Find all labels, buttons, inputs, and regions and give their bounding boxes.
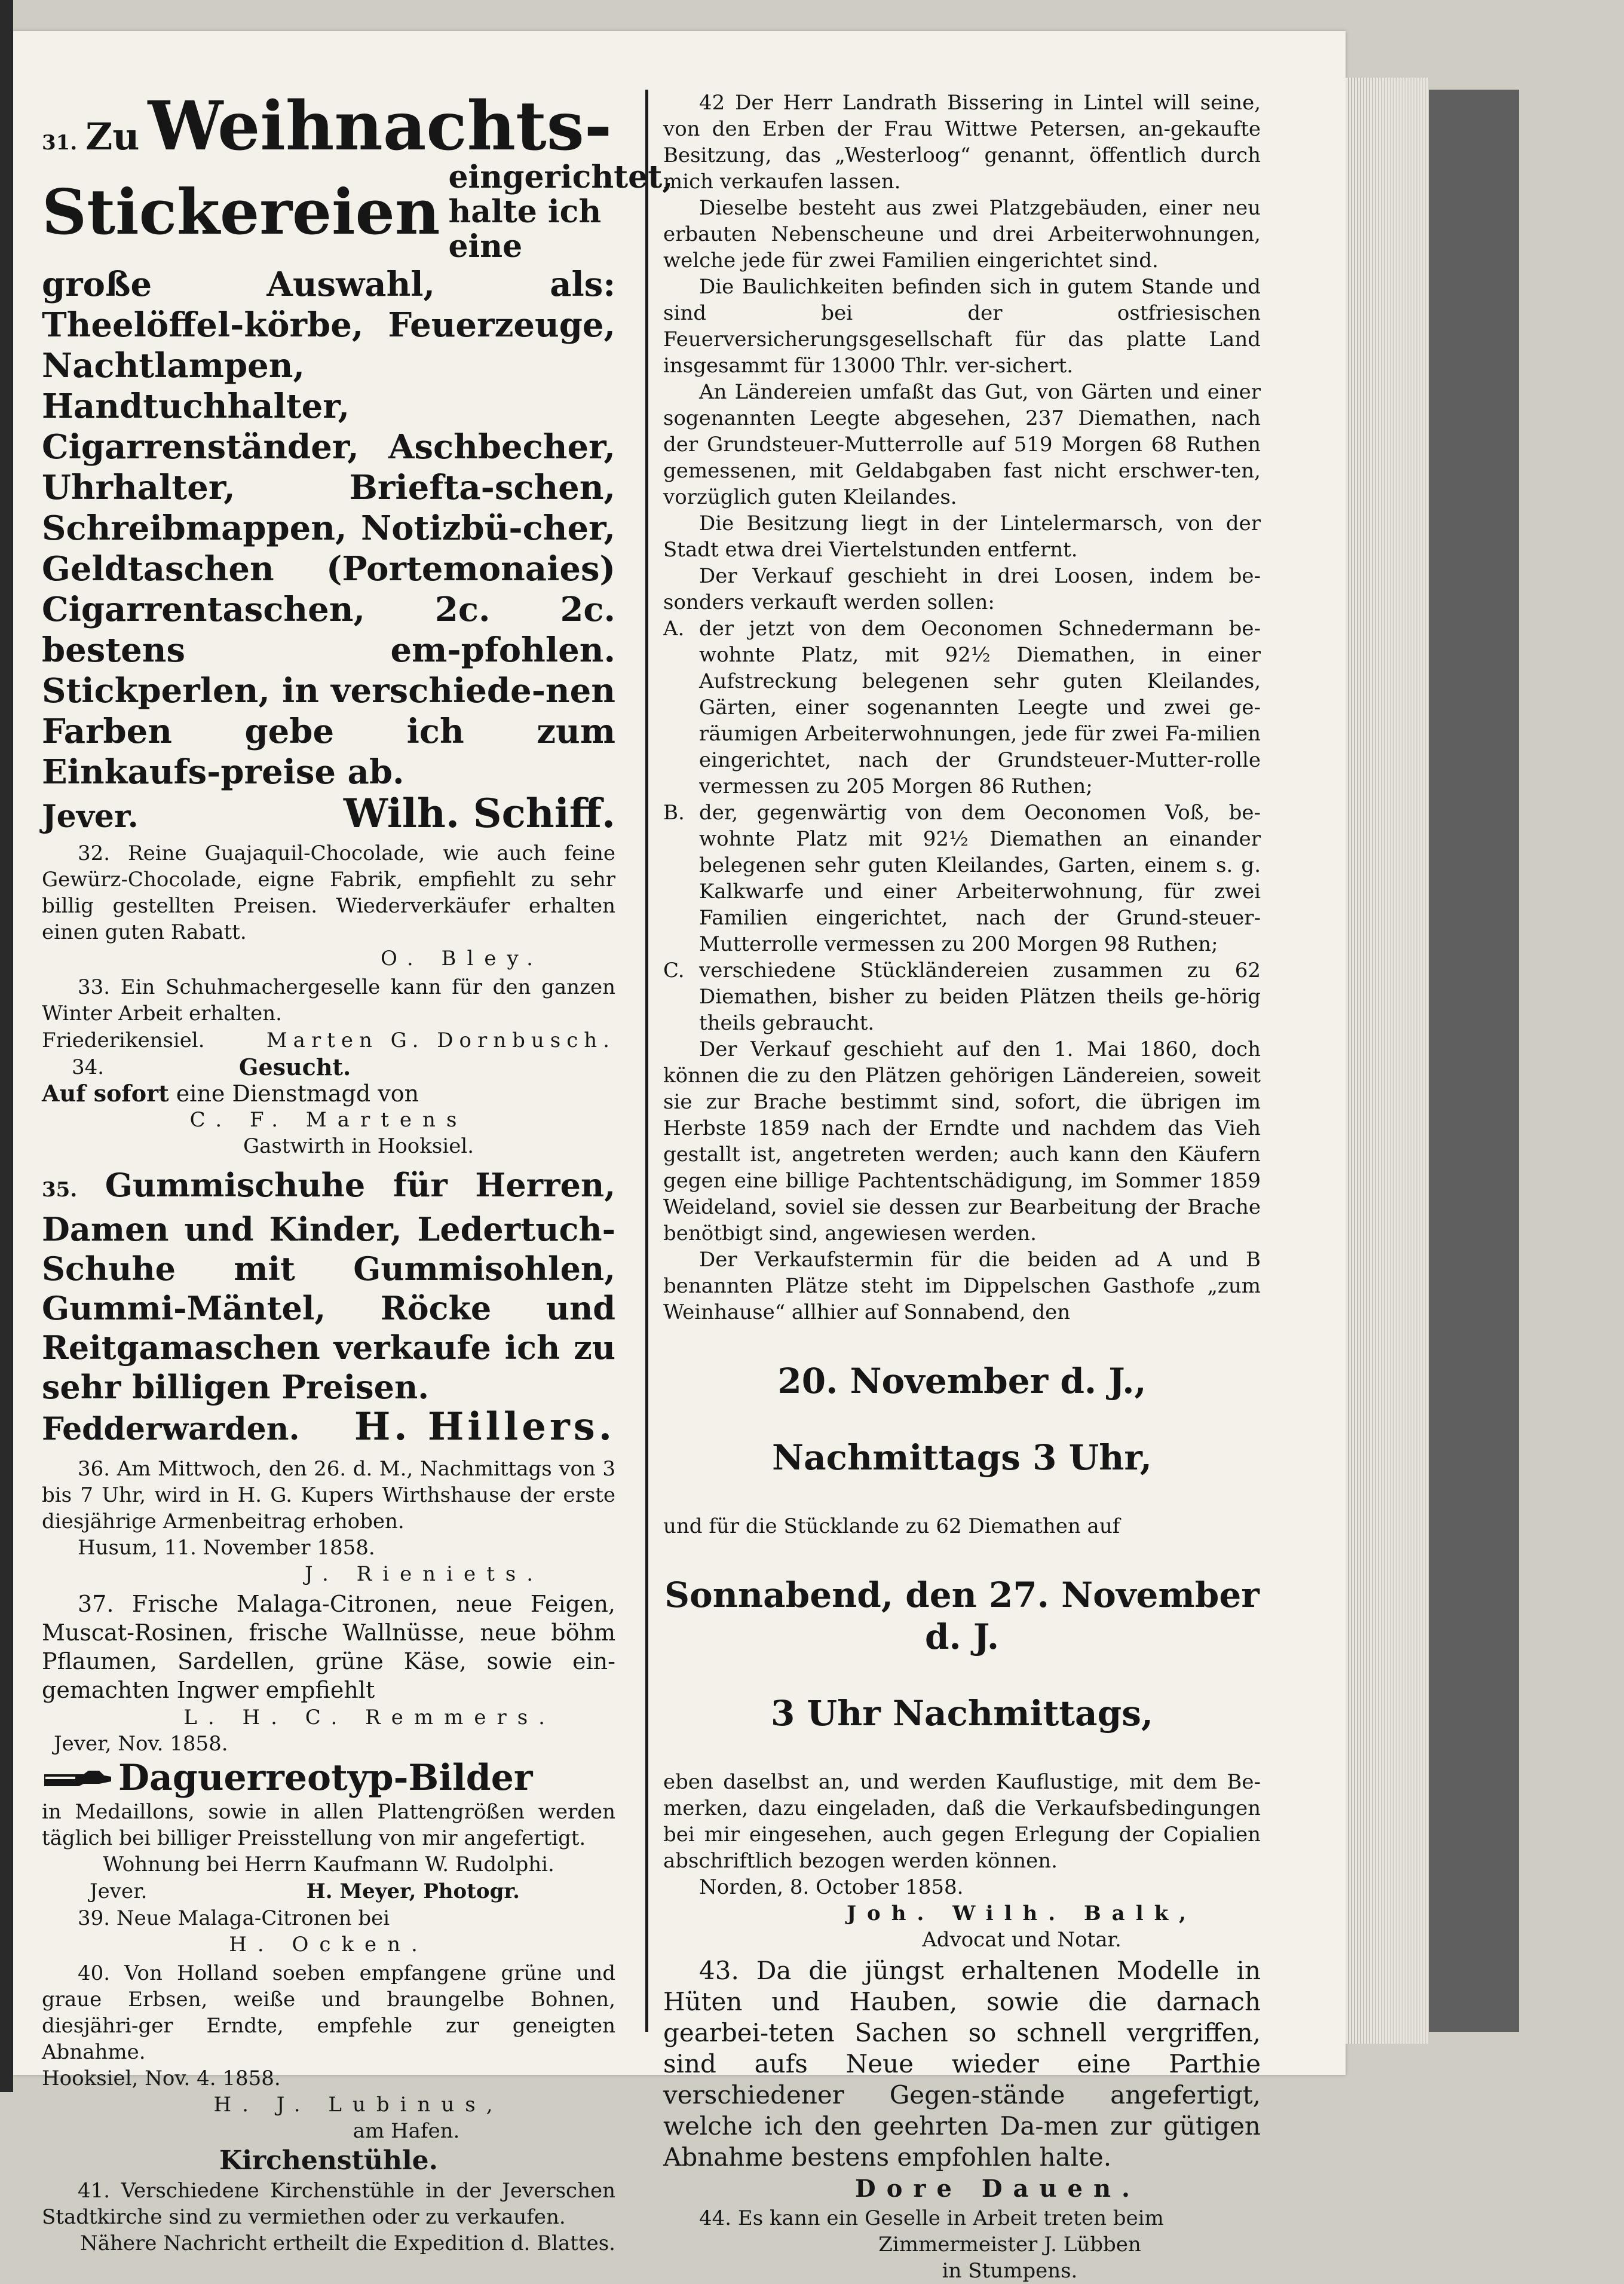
ad-dateline: Husum, 11. November 1858. [78, 1536, 375, 1560]
ad-place: Friederikensiel. [42, 1028, 205, 1052]
ad-34 [42, 1054, 615, 1159]
list-item-mark: C. [663, 959, 685, 982]
ad-title: Kirchenstühle. [219, 2145, 438, 2176]
ad-text: 44. Es kann ein Geselle in Arbeit treten beim [699, 2206, 1164, 2230]
ad-paragraph-10: eben daselbst an, und werden Kauflustige, mit dem Be-merken, dazu eingeladen, daß die Verkaufsbedingungen bei mir eingesehen, auch gegen Erlegung der Copialien abschriftlich bezogen werden können. [663, 1770, 1261, 1873]
ad-address: Wohnung bei Herrn Kaufmann W. Rudolphi. [103, 1853, 554, 1876]
ad-signer: Marten G. Dornbusch. [266, 1028, 615, 1052]
ad-number: 34. [72, 1055, 105, 1079]
ad-place: Jever. [90, 1879, 148, 1903]
ad-text: 43. Da die jüngst erhaltenen Modelle in Hüten und Hauben, sowie die darnach gearbei-teten Sachen so schnell vergriffen, sind aufs Neue wieder eine Parthie verschiedener Gegen-stände angefertigt, welche ich den geehrten Da-men zur gütigen Abnahme bestens empfohlen halte. [663, 1956, 1261, 2172]
ad-paragraph-8: Der Verkaufstermin für die beiden ad A und B benannten Plätze steht im Dippelschen Gasthofe „zum Weinhause“ allhier auf Sonnabend, den [663, 1248, 1261, 1324]
left-column [42, 87, 673, 2257]
ad-31 [42, 87, 673, 838]
ad-signer: H. Hillers. [354, 1404, 615, 1449]
list-item-text: verschiedene Stückländereien zusammen zu 62 Diemathen, bisher zu beiden Plätzen theils ge-hörig theils gebraucht. [699, 959, 1261, 1035]
ad-headline-2-small: eingerichtet, halte ich eine [448, 159, 673, 265]
list-item-mark: B. [663, 801, 685, 825]
ad-signer: L. H. C. Remmers. [183, 1706, 556, 1729]
auction-date-1: 20. November d. J., [777, 1361, 1147, 1401]
ad-place: Fedderwarden. [42, 1411, 300, 1447]
ad-title: Gesucht. [239, 1054, 351, 1080]
ad-35 [42, 1165, 615, 1450]
ad-dateline: Hooksiel, Nov. 4. 1858. [42, 2066, 281, 2090]
ad-38 [42, 1757, 615, 1905]
ad-text: 32. Reine Guajaquil-Chocolade, wie auch feine Gewürz-Chocolade, eigne Fabrik, empfiehlt zu sehr billig gestellten Preisen. Wiederverkäufer erhalten einen guten Rabatt. [42, 841, 615, 944]
ad-headline-2: Stickereien [42, 175, 440, 249]
ad-signer: Dore Dauen. [855, 2175, 1141, 2203]
ad-signer-title: in Stumpens. [942, 2259, 1078, 2283]
list-item [663, 957, 1261, 1036]
ad-signer: H. J. Lubinus, [213, 2093, 504, 2117]
ad-paragraph-1: 42 Der Herr Landrath Bissering in Lintel will seine, von den Erben der Frau Wittwe Petersen, an-gekaufte Besitzung, das „Westerloog“ genannt, öffentlich durch mich verkaufen lassen. [663, 91, 1261, 194]
ad-number: 35. [42, 1178, 78, 1202]
lot-list [663, 616, 1261, 1036]
ad-paragraph-3: Die Baulichkeiten befinden sich in gutem Stande und sind bei der ostfriesischen Feuerversicherungsgesellschaft für das platte Land insgesammt für 13000 Thlr. ver-sichert. [663, 275, 1261, 378]
ad-signer: Joh. Wilh. Balk, [846, 1902, 1197, 1925]
ad-text: eine Dienstmagd von [176, 1080, 419, 1107]
ad-42 [663, 90, 1261, 1953]
ad-place: Jever. [42, 798, 139, 835]
ad-43 [663, 1955, 1261, 2205]
ad-paragraph-2: Dieselbe besteht aus zwei Platzgebäuden, einer neu erbauten Nebenscheune und drei Arbeiterwohnungen, welche jede für zwei Familien eingerichtet sind. [663, 196, 1261, 273]
auction-time-1: Nachmittags 3 Uhr, [772, 1437, 1152, 1478]
page-stack-edges [1346, 78, 1429, 2044]
ad-zu: Zu [85, 115, 140, 158]
ad-text: 37. Frische Malaga-Citronen, neue Feigen, Muscat-Rosinen, frische Wallnüsse, neue böhm Pflaumen, Sardellen, grüne Käse, sowie ein-gemachten Ingwer empfiehlt [42, 1591, 615, 1703]
ad-36 [42, 1456, 615, 1587]
ad-text: in Medaillons, sowie in allen Plattengrößen werden täglich bei billiger Preisstellung von mir angefertigt. [42, 1800, 615, 1850]
ad-dateline: Norden, 8. October 1858. [699, 1875, 964, 1899]
ad-signer: H. Ocken. [229, 1933, 428, 1957]
ad-text-bold: Auf sofort [42, 1080, 169, 1107]
ad-signer-title: Advocat und Notar. [922, 1928, 1122, 1952]
ad-40 [42, 1960, 615, 2144]
ad-text: 36. Am Mittwoch, den 26. d. M., Nachmittags von 3 bis 7 Uhr, wird in H. G. Kupers Wirthshause der erste diesjährige Armenbeitrag erhoben. [42, 1457, 615, 1533]
ad-paragraph-6: Der Verkauf geschieht in drei Loosen, indem be-sonders verkauft werden sollen: [663, 564, 1261, 614]
ad-paragraph-4: An Ländereien umfaßt das Gut, von Gärten und einer sogenannten Leegte abgesehen, 237 Diemathen, nach der Grundsteuer-Mutterrolle auf 519 Morgen 68 Ruthen gemessenen, mit Geldabgaben fast nicht erschwer-ten, vorzüglich guten Kleilandes. [663, 380, 1261, 509]
pointing-hand-icon [42, 1766, 114, 1790]
ad-signer: J. Rieniets. [304, 1562, 544, 1586]
ad-33 [42, 974, 615, 1054]
ad-signer: C. F. Martens [189, 1108, 468, 1132]
list-item [663, 800, 1261, 957]
ad-text: 33. Ein Schuhmachergeselle kann für den ganzen Winter Arbeit erhalten. [42, 975, 615, 1025]
ad-32 [42, 840, 615, 972]
ad-37 [42, 1590, 615, 1757]
left-book-edge [0, 0, 13, 2092]
ad-headline: Weihnachts- [148, 87, 612, 166]
auction-time-2: 3 Uhr Nachmittags, [770, 1693, 1154, 1734]
ad-signer-title: am Hafen. [353, 2119, 460, 2143]
ad-text: 41. Verschiedene Kirchenstühle in der Jeverschen Stadtkirche sind zu vermiethen oder zu verkaufen. [42, 2179, 615, 2229]
ad-paragraph-5: Die Besitzung liegt in der Lintelermarsch, von der Stadt etwa drei Viertelstunden entfernt. [663, 512, 1261, 562]
list-item-text: der, gegenwärtig von dem Oeconomen Voß, be-wohnte Platz mit 92½ Diemathen an einander belegenen sehr guten Kleilandes, Garten, einem s. g. Kalkwarfe und einer Arbeiterwohnung, für zwei Familien eingerichtet, nach der Grund-steuer-Mutterrolle vermessen zu 200 Morgen 98 Ruthen; [699, 801, 1261, 956]
ad-signer-title: Gastwirth in Hooksiel. [243, 1134, 474, 1158]
ad-text: 39. Neue Malaga-Citronen bei [78, 1906, 390, 1930]
ad-41 [42, 2144, 615, 2257]
ad-paragraph-9: und für die Stücklande zu 62 Diemathen auf [663, 1514, 1120, 1538]
ad-number: 31. [42, 131, 78, 155]
auction-date-2: Sonnabend, den 27. November d. J. [664, 1575, 1260, 1657]
right-column [663, 90, 1261, 2284]
ad-note: Nähere Nachricht ertheilt die Expedition d. Blattes. [79, 2231, 615, 2255]
ad-body: große Auswahl, als: Theelöffel-körbe, Feuerzeuge, Nachtlampen, Handtuchhalter, Cigarrenständer, Aschbecher, Uhrhalter, Briefta-schen, Schreibmappen, Notizbü-cher, Geldtaschen (Portemonaies) Cigarrentaschen, 2c. 2c. bestens em-pfohlen. Stickperlen, in verschiede-nen Farben gebe ich zum Einkaufs-preise ab. [42, 265, 615, 792]
ad-signer: Zimmermeister J. Lübben [878, 2233, 1141, 2257]
list-item-mark: A. [663, 617, 685, 641]
list-item-text: der jetzt von dem Oeconomen Schnedermann be-wohnte Platz, mit 92½ Diemathen, in einer Aufstreckung belegenen sehr guten Kleilandes, Gärten, einer sogenannten Leegte und zwei ge-räumigen Arbeiterwohnungen, jede für zwei Fa-milien eingerichtet, nach der Grundsteuer-Mutter-rolle vermessen zu 205 Morgen 86 Ruthen; [699, 617, 1261, 798]
book-cover-edge [1429, 90, 1519, 2032]
ad-signer: Wilh. Schiff. [343, 790, 615, 837]
ad-signer: H. Meyer, Photogr. [306, 1879, 520, 1903]
ad-title: Daguerreotyp-Bilder [118, 1757, 533, 1799]
column-divider [645, 90, 648, 2032]
ad-44 [663, 2205, 1261, 2284]
ad-dateline: Jever, Nov. 1858. [54, 1732, 228, 1756]
ad-text: 40. Von Holland soeben empfangene grüne und graue Erbsen, weiße und braungelbe Bohnen, diesjähri-ger Erndte, empfehle zur geneigten Abnahme. [42, 1961, 615, 2064]
ad-text: Gummischuhe für Herren, Damen und Kinder, Ledertuch-Schuhe mit Gummisohlen, Gummi-Mäntel, Röcke und Reitgamaschen verkaufe ich zu sehr billigen Preisen. [42, 1166, 615, 1406]
ad-39 [42, 1905, 615, 1958]
list-item [663, 616, 1261, 800]
ad-signer: O. Bley. [381, 947, 544, 970]
ad-paragraph-7: Der Verkauf geschieht auf den 1. Mai 1860, doch können die zu den Plätzen gehörigen Ländereien, soweit sie zur Brache bestimmt sind, sofort, die übrigen im Herbste 1859 nach der Erndte und nachdem das Vieh gestallt ist, angetreten werden; auch kann den Käufern gegen eine billige Pachtentschädigung, im Sommer 1859 Weideland, soviel sie dessen zur Bearbeitung der Brache benötbigt sind, angewiesen werden. [663, 1037, 1261, 1245]
